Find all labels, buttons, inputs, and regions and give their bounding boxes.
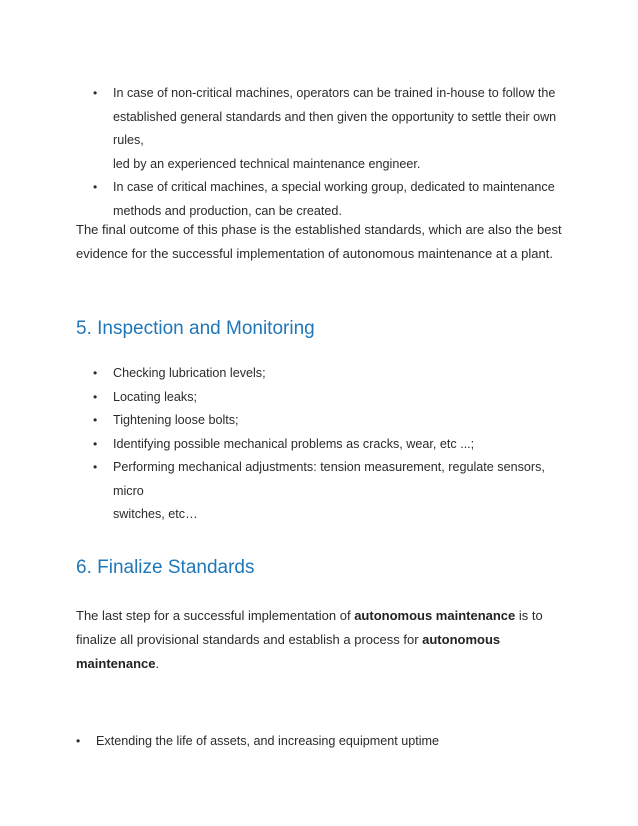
bullet-icon: • [93,389,98,404]
section-heading: 6. Finalize Standards [76,557,255,578]
bold-term: maintenance [76,656,156,671]
list-item [76,730,576,754]
bullet-text: Tightening loose bolts; [113,413,239,427]
list-item [93,176,563,223]
bullet-text: Extending the life of assets, and increasing equipment uptime [96,734,440,748]
bullet-icon: • [93,366,98,380]
bullet-text: switches, etc… [113,507,198,521]
bullet-icon: • [93,460,98,474]
bullet-icon: • [93,436,98,451]
paragraph-text: . [155,656,160,671]
list-item [93,386,563,410]
paragraph-text: The last step for a successful implementation of [76,608,355,623]
bullet-icon: • [93,180,98,194]
bullet-text: Checking lubrication levels; [113,366,266,380]
paragraph-text: finalize all provisional standards and establish a process for [76,632,423,647]
bold-term: autonomous maintenance [354,608,516,623]
list-item [93,82,563,176]
inspection-bullet-list [93,362,563,527]
list-item [93,409,563,433]
bullet-text: Locating leaks; [113,389,198,404]
bullet-line: methods and production, can be created. [113,203,342,218]
bullet-line: led by an experienced technical maintenance engineer. [113,156,421,171]
bullet-icon: • [93,86,98,100]
list-item [93,433,563,457]
paragraph-text: is to [515,608,543,623]
finalize-paragraph [76,604,566,676]
list-item [93,362,563,386]
paragraph-line: The final outcome of this phase is the established standards, which are also the best [76,222,562,237]
paragraph-line: evidence for the successful implementation of autonomous maintenance at a plant. [76,246,553,261]
bullet-text: Performing mechanical adjustments: tension measurement, regulate sensors, micro [113,460,545,498]
bullet-text: Identifying possible mechanical problems as cracks, wear, etc ...; [113,436,475,451]
bullet-line: In case of non-critical machines, operators can be trained in-house to follow the [113,86,556,100]
bullet-icon: • [93,413,98,427]
bold-term: autonomous [422,632,501,647]
benefit-bullet-list [76,730,576,754]
bullet-icon: • [76,734,81,748]
outcome-paragraph [76,218,566,266]
list-item [93,456,563,527]
bullet-line: established general standards and then given the opportunity to settle their own rules, [113,109,557,147]
intro-bullet-list [93,82,563,223]
section-heading: 5. Inspection and Monitoring [76,318,315,339]
bullet-line: In case of critical machines, a special working group, dedicated to maintenance [113,180,555,194]
